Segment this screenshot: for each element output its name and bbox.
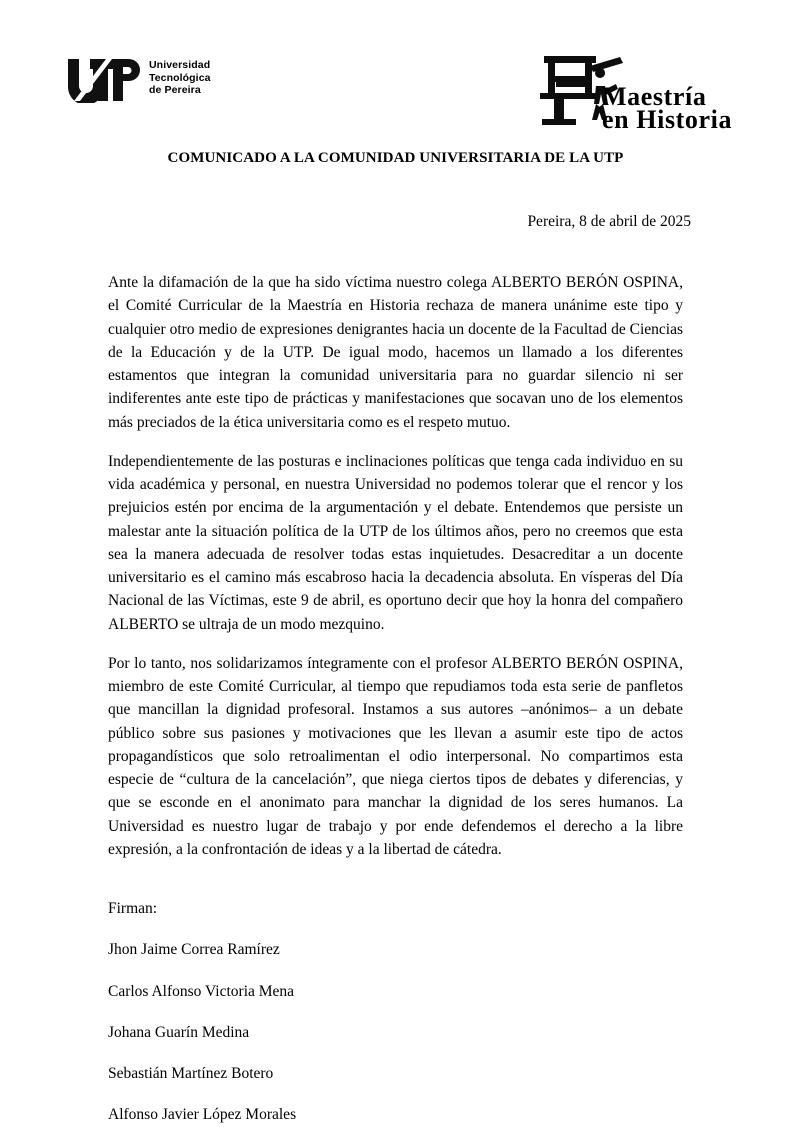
utp-logo-wordmark (149, 57, 211, 97)
signature-name: Alfonso Javier López Morales (108, 1106, 297, 1124)
utp-wordmark-line-1: Universidad (149, 59, 211, 71)
document-body (108, 271, 683, 861)
page-title: COMUNICADO A LA COMUNIDAD UNIVERSITARIA DE LA UTP (167, 150, 624, 166)
maestria-wordmark-line-2: en Historia (602, 105, 733, 135)
utp-wordmark-line-2: Tecnológica (149, 71, 211, 84)
signatures-block (108, 897, 683, 1127)
maestria-logo-wordmark (602, 82, 733, 135)
maestria-wordmark-line-1: Maestría (602, 82, 707, 111)
utp-wordmark-line-3: de Pereira (149, 84, 201, 96)
paragraph: Por lo tanto, nos solidarizamos íntegramente con el profesor ALBERTO BERÓN OSPINA, miembro de este Comité Curricular, al tiempo que repudiamos toda esta serie de panfletos que mancillan la dignidad profesoral. Instamos a sus autores –anónimos– a un debate público sobre sus pasiones y motivaciones que les llevan a asumir este tipo de actos propagandísticos que solo retroalimentan el odio interpersonal. No compartimos esta especie de “cultura de la cancelación”, que niega ciertos tipos de debates y diferencias, y que se esconde en el anonimato para manchar la dignidad de los seres humanos. La Universidad es nuestro lugar de trabajo y por ende defendemos el derecho a la libre expresión, a la confrontación de ideas y a la libertad de cátedra. (108, 654, 683, 858)
signature-name: Carlos Alfonso Victoria Mena (108, 982, 295, 1000)
signature-name: Johana Guarín Medina (108, 1023, 250, 1041)
utp-logo (66, 57, 211, 103)
date-line: Pereira, 8 de abril de 2025 (527, 213, 691, 230)
signatures-label: Firman: (108, 900, 158, 917)
signature-name: Sebastián Martínez Botero (108, 1065, 274, 1082)
letterhead (0, 0, 791, 150)
maestria-en-historia-logo (530, 50, 735, 135)
paragraph: Ante la difamación de la que ha sido víctima nuestro colega ALBERTO BERÓN OSPINA, el Comité Curricular de la Maestría en Historia rechaza de manera unánime este tipo y cualquier otro medio de expresiones denigrantes hacia un docente de la Facultad de Ciencias de la Educación y de la UTP. De igual modo, hacemos un llamado a los diferentes estamentos que integran la comunidad universitaria para no guardar silencio ni ser indiferentes ante este tipo de prácticas y manifestaciones que socavan uno de los elementos más preciados de la ética universitaria como es el respeto mutuo. (108, 274, 683, 431)
signature-name: Jhon Jaime Correa Ramírez (108, 941, 280, 959)
paragraph: Independientemente de las posturas e inclinaciones políticas que tenga cada individuo en su vida académica y personal, en nuestra Universidad no podemos tolerar que el rencor y los prejuicios estén por encima de la argumentación y el debate. Entendemos que persiste un malestar ante la situación política de la UTP de los últimos años, pero no creemos que esta sea la manera adecuada de resolver todas estas inquietudes. Desacreditar a un docente universitario es el camino más escabroso hacia la decadencia absoluta. En vísperas del Día Nacional de las Víctimas, este 9 de abril, es oportuno decir que hoy la honra del compañero ALBERTO se ultraja de un modo mezquino. (108, 452, 683, 633)
utp-monogram-icon (66, 57, 140, 103)
